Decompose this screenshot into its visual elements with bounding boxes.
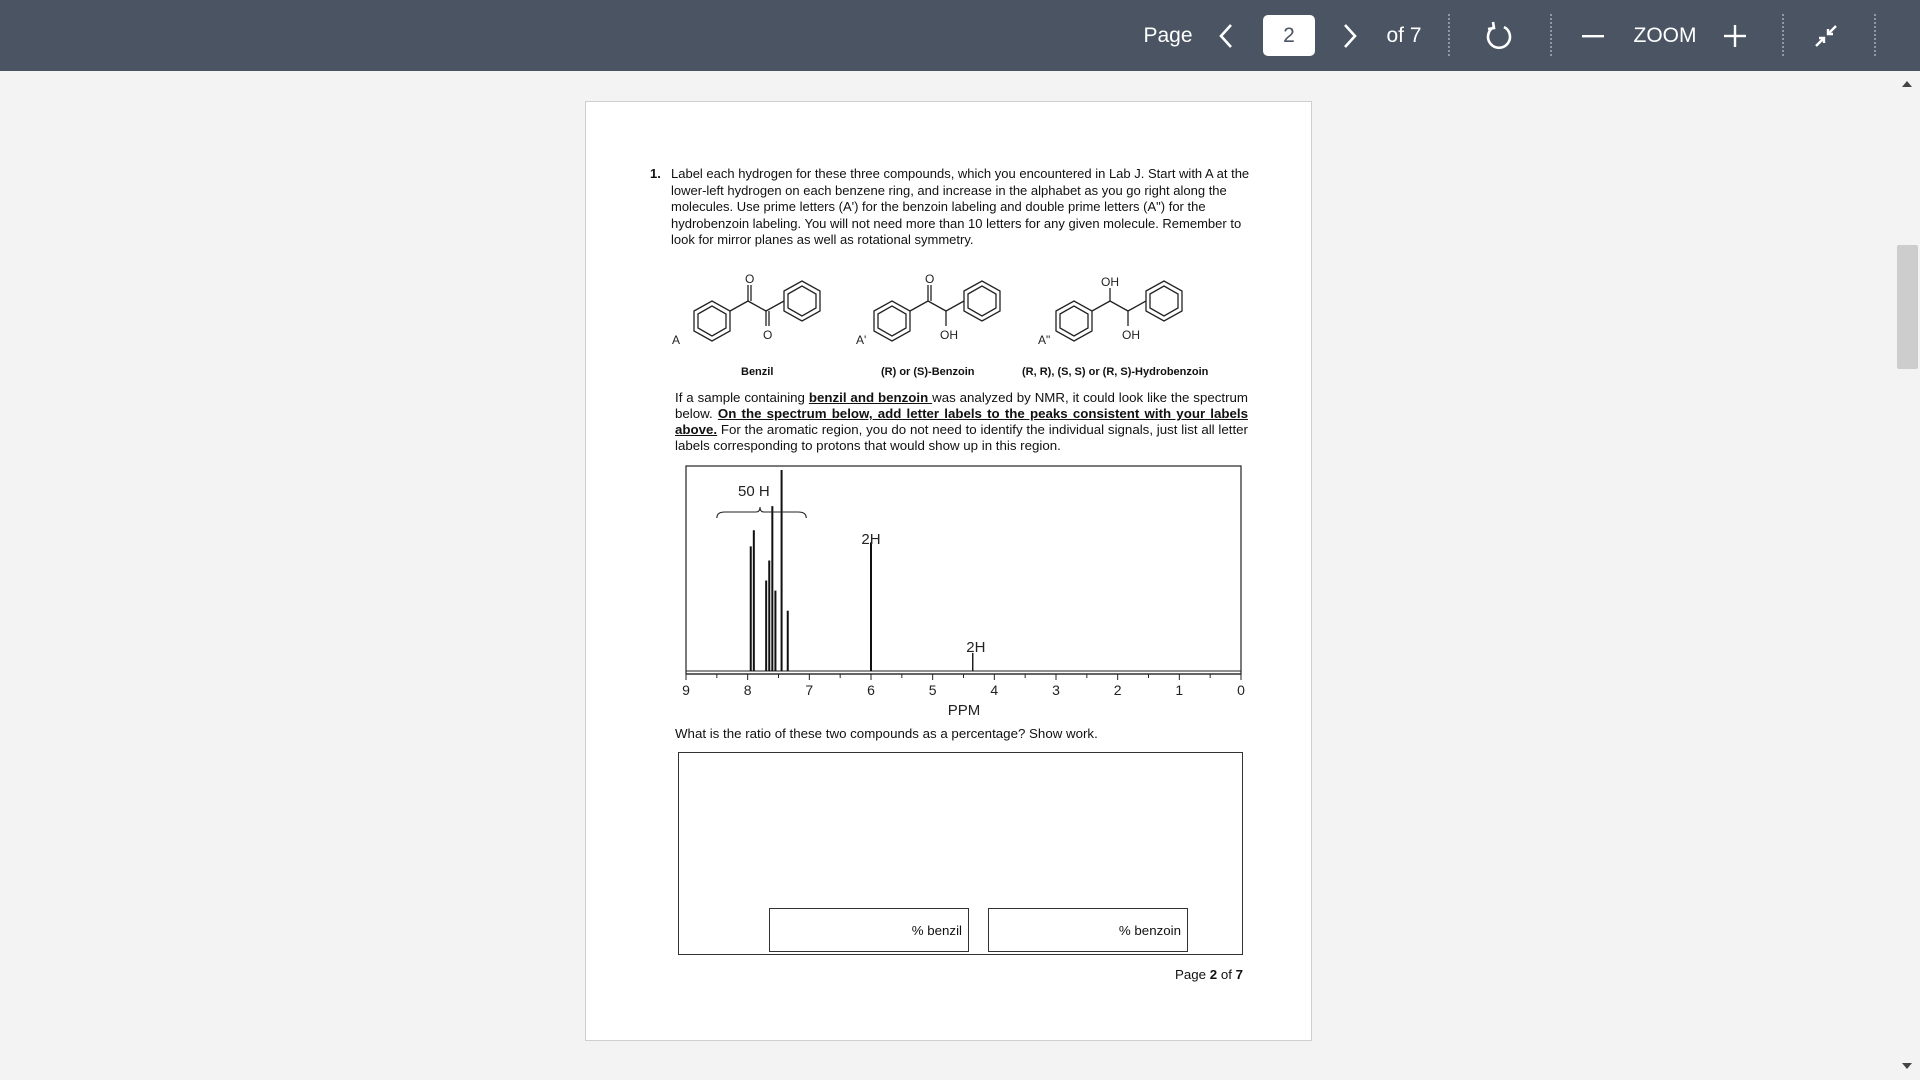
axis-tick-label: 9	[682, 682, 690, 698]
benzoin-bottom-group: OH	[940, 328, 958, 342]
axis-tick-label: 5	[928, 682, 937, 698]
benzoin-caption: (R) or (S)-Benzoin	[881, 366, 975, 378]
scrollbar[interactable]	[1894, 71, 1920, 1080]
collapse-icon[interactable]	[1810, 0, 1842, 71]
axis-tick-label: 4	[990, 682, 999, 698]
minus-icon[interactable]	[1578, 0, 1608, 71]
x-axis-label: PPM	[947, 702, 981, 719]
ratio-question: What is the ratio of these two compounds as a percentage? Show work.	[675, 726, 1098, 741]
hydrobenzoin-bottom-group: OH	[1122, 328, 1140, 342]
hydrobenzoin-start-label: A"	[1038, 333, 1051, 347]
axis-tick-label: 1	[1175, 682, 1184, 698]
hydrobenzoin-top-group: OH	[1101, 275, 1119, 289]
benzoin-percent-label: % benzoin	[1118, 922, 1181, 938]
benzil-structure	[694, 281, 820, 341]
benzoin-percent-field[interactable]	[988, 908, 1188, 952]
toolbar-divider	[1448, 14, 1450, 56]
axis-tick-label: 3	[1052, 682, 1060, 698]
page-number-input[interactable]: 2	[1263, 15, 1315, 56]
benzil-percent-field[interactable]	[769, 908, 969, 952]
benzoin-start-label: A'	[856, 333, 867, 347]
question-number: 1.	[650, 166, 661, 181]
chevron-right-icon[interactable]	[1332, 0, 1368, 71]
benzoin-structure	[874, 281, 1000, 341]
benzil-start-label: A	[672, 333, 681, 347]
bold-instruction: On the spectrum below, add letter labels to the peaks consistent with your labels above.	[675, 406, 1248, 437]
nmr-spectrum	[660, 460, 1260, 720]
integration-label: 2H	[861, 531, 881, 548]
axis-tick-label: 7	[805, 682, 814, 698]
instruction-paragraph: If a sample containing benzil and benzoin was analyzed by NMR, it could look like the spectrum below. On the spectrum below, add letter labels to the peaks consistent with your labels above. For the aromatic region, you do not need to identify the individual signals, just list all letter labels corresponding to protons that would show up in this region.	[675, 390, 1248, 453]
benzil-percent-label: % benzil	[911, 922, 962, 938]
axis-tick-label: 8	[743, 682, 752, 698]
page-footer: Page 2 of 7	[1175, 967, 1244, 982]
axis-tick-label: 0	[1237, 682, 1245, 698]
scrollbar-thumb[interactable]	[1897, 245, 1918, 369]
footer-page-number: 2	[1209, 967, 1218, 982]
footer-total-pages: 7	[1235, 967, 1244, 982]
bold-compounds: benzil and benzoin	[808, 390, 933, 405]
toolbar-divider	[1874, 14, 1876, 56]
integration-label: 50 H	[737, 483, 770, 500]
benzil-bottom-group: O	[763, 328, 773, 342]
page-total: of 7	[1386, 23, 1422, 47]
scroll-up-icon[interactable]	[1899, 78, 1915, 90]
scroll-down-icon[interactable]	[1899, 1060, 1915, 1072]
integration-label: 2H	[966, 639, 986, 656]
axis-tick-label: 6	[867, 682, 875, 698]
toolbar-divider	[1782, 14, 1784, 56]
benzil-top-group: O	[745, 272, 755, 286]
viewer-toolbar	[0, 0, 1920, 71]
page-label: Page	[1143, 23, 1193, 47]
question-text: Label each hydrogen for these three compounds, which you encountered in Lab J. Start with A at the lower-left hydrogen on each benzene ring, and increase in the alphabet as you go right along the molecules. Use prime letters (A') for the benzoin labeling and double prime letters (A") for the hydrobenzoin labeling. You will not need more than 10 letters for any given molecule. Remember to look for mirror planes as well as rotational symmetry.	[671, 166, 1250, 247]
hydrobenzoin-structure	[1056, 281, 1182, 341]
toolbar-divider	[1550, 14, 1552, 56]
zoom-label: ZOOM	[1633, 23, 1697, 47]
reset-rotate-icon[interactable]	[1480, 0, 1518, 71]
benzil-caption: Benzil	[741, 366, 774, 378]
chevron-left-icon[interactable]	[1208, 0, 1244, 71]
plus-icon[interactable]	[1720, 0, 1750, 71]
benzoin-top-group: O	[925, 272, 935, 286]
hydrobenzoin-caption: (R, R), (S, S) or (R, S)-Hydrobenzoin	[1022, 366, 1209, 378]
axis-tick-label: 2	[1113, 682, 1122, 698]
molecule-structures	[670, 268, 1250, 358]
